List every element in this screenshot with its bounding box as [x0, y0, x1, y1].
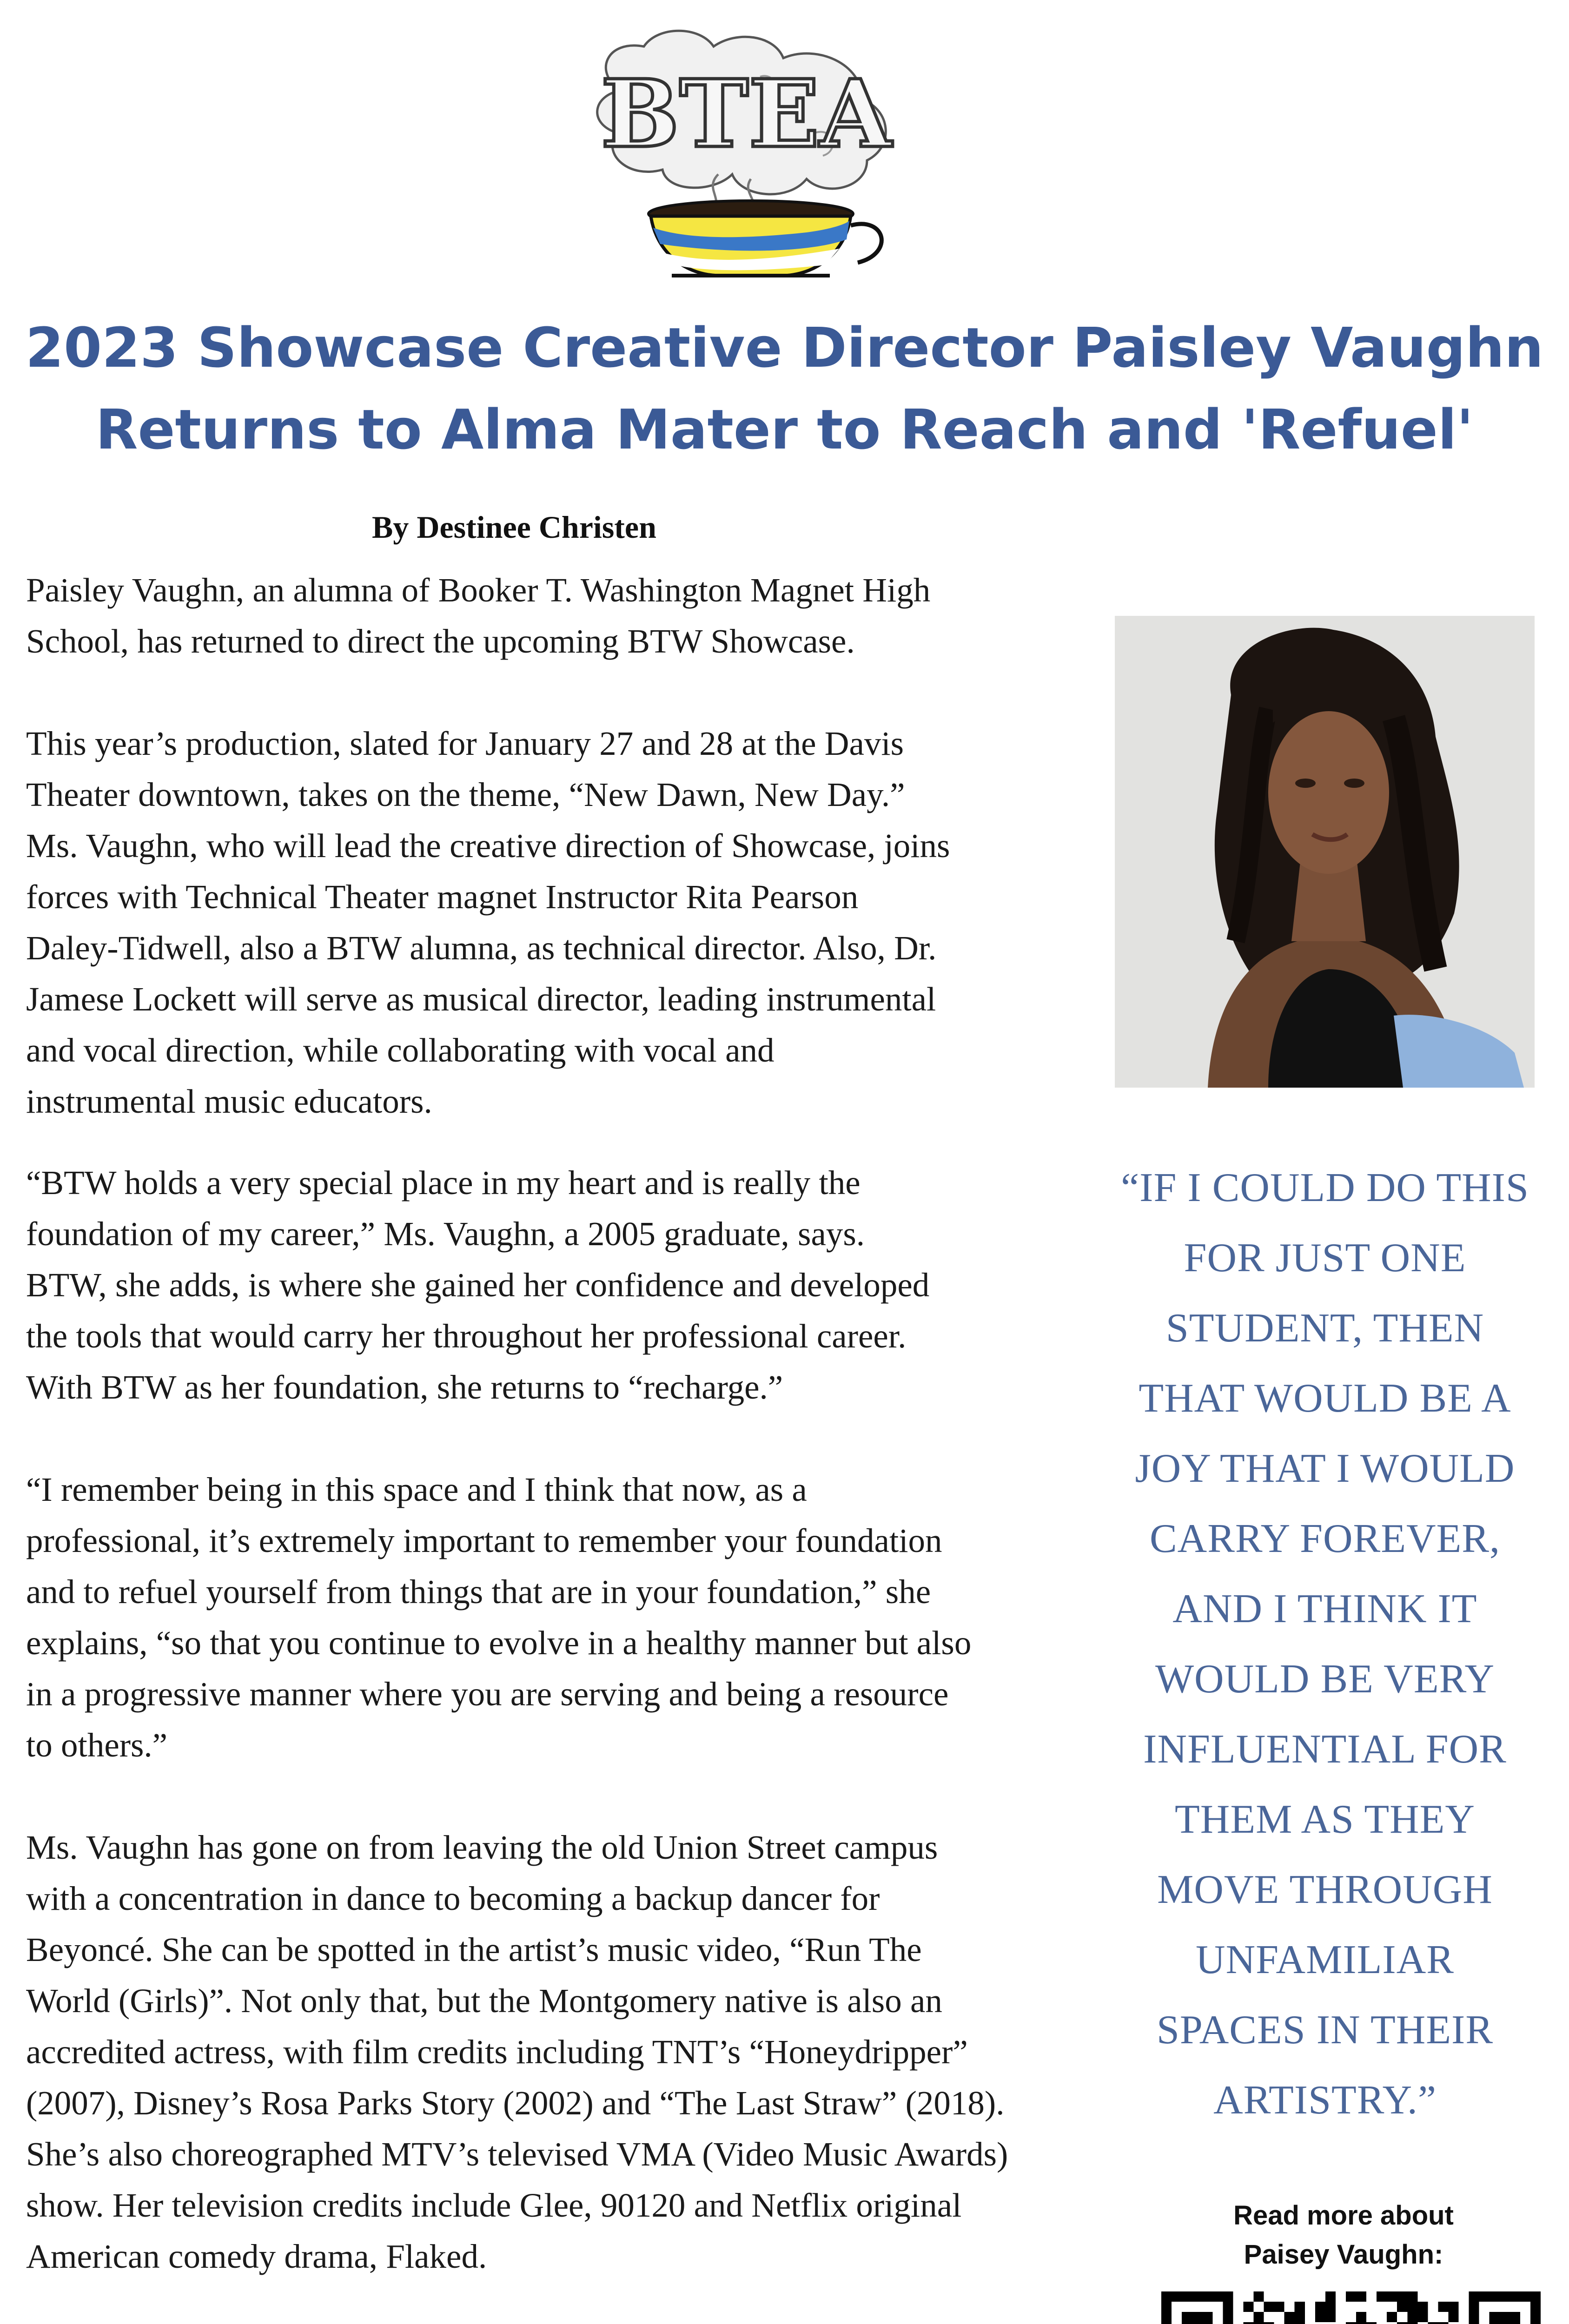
pull-quote-line: MOVE THROUGH [1157, 1867, 1493, 1912]
read-more-line: Paisey Vaughn: [1244, 2239, 1443, 2270]
title-line-2: Returns to Alma Mater to Reach and 'Refuel' [95, 397, 1474, 462]
body-line: This year’s production, slated for January 27 and 28 at the Davis [26, 725, 904, 762]
page-title [0, 307, 1569, 470]
coffee-cup-logo-icon [565, 21, 934, 281]
body-line: Daley-Tidwell, also a BTW alumna, as technical director. Also, Dr. [26, 929, 937, 967]
body-line: School, has returned to direct the upcoming BTW Showcase. [26, 622, 855, 660]
body-line: instrumental music educators. [26, 1083, 432, 1120]
read-more-line: Read more about [1233, 2200, 1454, 2231]
pull-quote-line: JOY THAT I WOULD [1135, 1446, 1515, 1491]
title-line-1: 2023 Showcase Creative Director Paisley Vaughn [25, 316, 1544, 380]
pull-quote-line: INFLUENTIAL FOR [1143, 1727, 1507, 1772]
body-line: (2007), Disney’s Rosa Parks Story (2002) and “The Last Straw” (2018). [26, 2084, 1005, 2122]
body-line: BTW, she adds, is where she gained her confidence and developed [26, 1266, 930, 1304]
logo [565, 21, 934, 281]
body-line: Ms. Vaughn, who will lead the creative direction of Showcase, joins [26, 827, 950, 865]
body-line: forces with Technical Theater magnet Instructor Rita Pearson [26, 878, 859, 916]
body-line: explains, “so that you continue to evolve in a healthy manner but also [26, 1624, 972, 1662]
pull-quote-line: THAT WOULD BE A [1139, 1376, 1511, 1421]
body-line: and vocal direction, while collaborating with vocal and [26, 1031, 775, 1069]
byline: By Destinee Christen [372, 509, 656, 545]
pull-quote-line: STUDENT, THEN [1165, 1306, 1484, 1351]
body-line: Ms. Vaughn has gone on from leaving the old Union Street campus [26, 1829, 938, 1866]
pull-quote-line: WOULD BE VERY [1155, 1657, 1495, 1702]
body-line: to others.” [26, 1726, 168, 1764]
body-line: With BTW as her foundation, she returns to “recharge.” [26, 1368, 783, 1406]
body-line: Theater downtown, takes on the theme, “New Dawn, New Day.” [26, 776, 905, 813]
qr-code-icon[interactable] [1161, 2291, 1541, 2324]
pull-quote-line: FOR JUST ONE [1184, 1235, 1466, 1281]
pull-quote [1102, 1153, 1548, 2135]
pull-quote-line: UNFAMILIAR [1196, 1937, 1454, 1982]
body-line: show. Her television credits include Glee, 90120 and Netflix original [26, 2186, 962, 2224]
body-line: “BTW holds a very special place in my heart and is really the [26, 1164, 861, 1202]
read-more-label [1106, 2196, 1569, 2274]
pull-quote-line: “IF I COULD DO THIS [1121, 1165, 1529, 1210]
pull-quote-line: CARRY FOREVER, [1149, 1516, 1500, 1561]
paragraph-5 [26, 1822, 1095, 2282]
body-line: Jamese Lockett will serve as musical director, leading instrumental [26, 980, 936, 1018]
body-line: She’s also choreographed MTV’s televised VMA (Video Music Awards) [26, 2135, 1008, 2173]
body-line: Paisley Vaughn, an alumna of Booker T. Washington Magnet High [26, 571, 931, 609]
pull-quote-line: THEM AS THEY [1175, 1797, 1475, 1842]
body-line: World (Girls)”. Not only that, but the Montgomery native is also an [26, 1982, 942, 2020]
pull-quote-line: ARTISTRY.” [1213, 2078, 1437, 2123]
paragraph-2 [26, 718, 1095, 1127]
body-line: Beyoncé. She can be spotted in the artist’s music video, “Run The [26, 1931, 922, 1968]
logo-lettering: BTEA [601, 59, 892, 169]
pull-quote-line: SPACES IN THEIR [1156, 2007, 1494, 2053]
pull-quote-line: AND I THINK IT [1172, 1586, 1477, 1631]
body-line: in a progressive manner where you are serving and being a resource [26, 1675, 949, 1713]
body-line: foundation of my career,” Ms. Vaughn, a 2005 graduate, says. [26, 1215, 865, 1253]
qr-code[interactable] [1161, 2291, 1541, 2324]
body-line: and to refuel yourself from things that are in your foundation,” she [26, 1573, 931, 1611]
body-line: American comedy drama, Flaked. [26, 2238, 487, 2275]
body-line: professional, it’s extremely important to remember your foundation [26, 1522, 942, 1559]
paragraph-3 [26, 1157, 1095, 1413]
body-line: with a concentration in dance to becoming a backup dancer for [26, 1880, 880, 1917]
body-line: the tools that would carry her throughout her professional career. [26, 1317, 907, 1355]
portrait-photo-icon [1115, 616, 1535, 1088]
body-line: “I remember being in this space and I think that now, as a [26, 1471, 807, 1508]
portrait-photo [1115, 616, 1535, 1088]
body-line: accredited actress, with film credits including TNT’s “Honeydripper” [26, 2033, 968, 2071]
paragraph-4 [26, 1464, 1095, 1771]
paragraph-1 [26, 565, 1095, 667]
